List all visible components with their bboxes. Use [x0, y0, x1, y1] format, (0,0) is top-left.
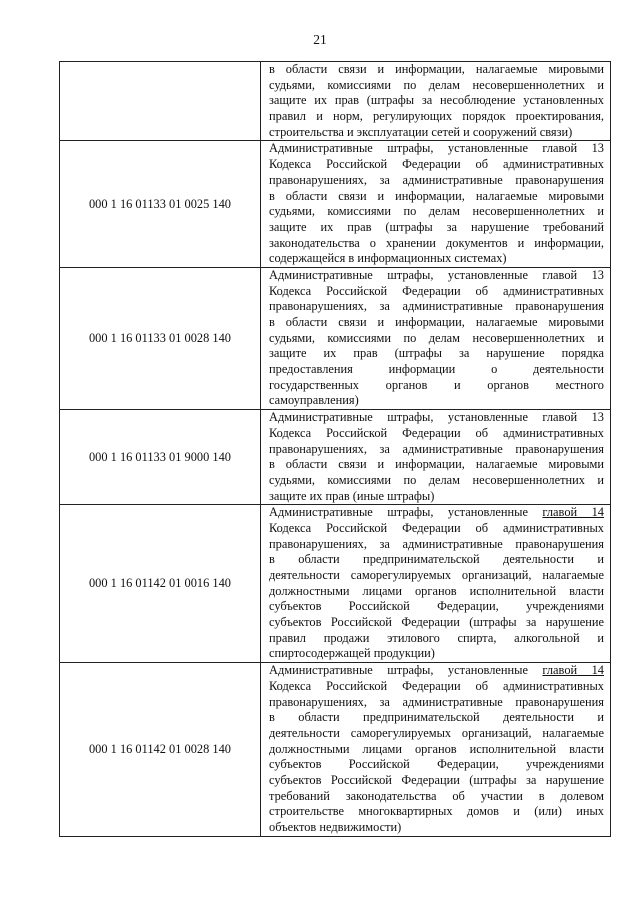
description-cell: [261, 505, 611, 663]
description-line: правил продажи этилового спирта, алкогольной и: [269, 630, 604, 645]
page-number: 21: [313, 32, 327, 47]
description-line: в области связи и информации, налагаемые мировыми: [269, 62, 604, 76]
description-cell: [261, 663, 611, 837]
chapter-link[interactable]: главой 14: [542, 663, 604, 678]
description-line: судьями, комиссиями по делам несовершеннолетних и: [269, 472, 604, 487]
description-line: правонарушениях, за административные правонарушения: [269, 172, 604, 187]
description-line: в области предпринимательской деятельности и: [269, 710, 604, 725]
description-line: субъектов Российской Федерации, учреждениями: [269, 757, 604, 772]
description-line: судьями, комиссиями по делам несовершеннолетних и: [269, 330, 604, 345]
table-row: [60, 663, 611, 837]
budget-code-cell: 000 1 16 01142 01 0016 140: [60, 505, 261, 663]
description-line: Административные штрафы, установленные главой 13: [269, 410, 604, 425]
description-line: строительства и эксплуатации сетей и сооружений связи): [269, 124, 573, 139]
description-line: [269, 505, 604, 521]
description-cell: [261, 267, 611, 409]
description-line: Административные штрафы, установленные главой 13: [269, 141, 604, 156]
description-line: Кодекса Российской Федерации об административных: [269, 157, 604, 172]
description-line: деятельности саморегулируемых организаций, налагаемые: [269, 725, 604, 740]
table-row: [60, 505, 611, 663]
description-line: самоуправления): [269, 393, 359, 408]
description-line: Кодекса Российской Федерации об административных: [269, 283, 604, 298]
description-line: [269, 663, 604, 679]
description-line: государственных органов и органов местного: [269, 377, 604, 392]
description-line: строительстве многоквартирных домов и (или) иных: [269, 804, 604, 819]
description-line: правонарушениях, за административные правонарушения: [269, 694, 604, 709]
table-row: [60, 267, 611, 409]
description-line: Кодекса Российской Федерации об административных: [269, 678, 604, 693]
description-line: защите их прав (иные штрафы): [269, 488, 435, 503]
description-cell: [261, 410, 611, 505]
description-cell: [261, 62, 611, 141]
budget-code-cell: 000 1 16 01133 01 9000 140: [60, 410, 261, 505]
description-line: Кодекса Российской Федерации об административных: [269, 425, 604, 440]
description-line: в области связи и информации, налагаемые мировыми: [269, 315, 604, 329]
table-row: [60, 141, 611, 268]
description-line: правонарушениях, за административные правонарушения: [269, 299, 604, 314]
budget-code-cell: [60, 62, 261, 141]
description-line: правонарушениях, за административные правонарушения: [269, 536, 604, 551]
description-line: содержащейся в информационных системах): [269, 251, 507, 266]
description-line: защите их прав (штрафы за нарушение требований: [269, 219, 604, 234]
description-cell: [261, 141, 611, 268]
description-line: должностными лицами органов исполнительной власти: [269, 741, 604, 756]
description-line: объектов недвижимости): [269, 820, 402, 834]
budget-code-cell: 000 1 16 01142 01 0028 140: [60, 663, 261, 837]
description-line: защите их прав (штрафы за нарушение порядка: [269, 346, 604, 361]
description-line: судьями, комиссиями по делам несовершеннолетних и: [269, 77, 604, 92]
description-line: деятельности саморегулируемых организаций, налагаемые: [269, 568, 604, 582]
description-text: Административные штрафы, установленные: [269, 505, 543, 520]
budget-codes-table: [59, 61, 611, 837]
description-line: спиртосодержащей продукции): [269, 646, 435, 661]
description-line: субъектов Российской Федерации, учреждениями: [269, 599, 604, 614]
description-line: требований законодательства об участии в долевом: [269, 788, 604, 803]
description-line: законодательства о хранении документов и информации,: [269, 235, 604, 250]
description-line: Кодекса Российской Федерации об административных: [269, 520, 604, 535]
description-line: Административные штрафы, установленные главой 13: [269, 267, 604, 282]
description-line: в области связи и информации, налагаемые мировыми: [269, 457, 604, 472]
description-line: правонарушениях, за административные правонарушения: [269, 441, 604, 456]
description-line: должностными лицами органов исполнительной власти: [269, 583, 604, 598]
budget-code-cell: 000 1 16 01133 01 0025 140: [60, 141, 261, 268]
description-line: в области связи и информации, налагаемые мировыми: [269, 188, 604, 203]
description-line: предоставления информации о деятельности: [269, 362, 604, 377]
description-line: субъектов Российской Федерации (штрафы за нарушение: [269, 615, 604, 630]
table-row: [60, 62, 611, 141]
description-line: судьями, комиссиями по делам несовершеннолетних и: [269, 204, 604, 219]
description-line: в области предпринимательской деятельности и: [269, 552, 604, 567]
description-text: Административные штрафы, установленные: [269, 663, 543, 678]
description-line: субъектов Российской Федерации (штрафы за нарушение: [269, 772, 604, 787]
chapter-link[interactable]: главой 14: [542, 505, 604, 520]
table-row: [60, 410, 611, 505]
description-line: защите их прав (штрафы за несоблюдение установленных: [269, 93, 604, 108]
description-line: правил и норм, регулирующих порядок проектирования,: [269, 109, 604, 124]
budget-code-cell: 000 1 16 01133 01 0028 140: [60, 267, 261, 409]
